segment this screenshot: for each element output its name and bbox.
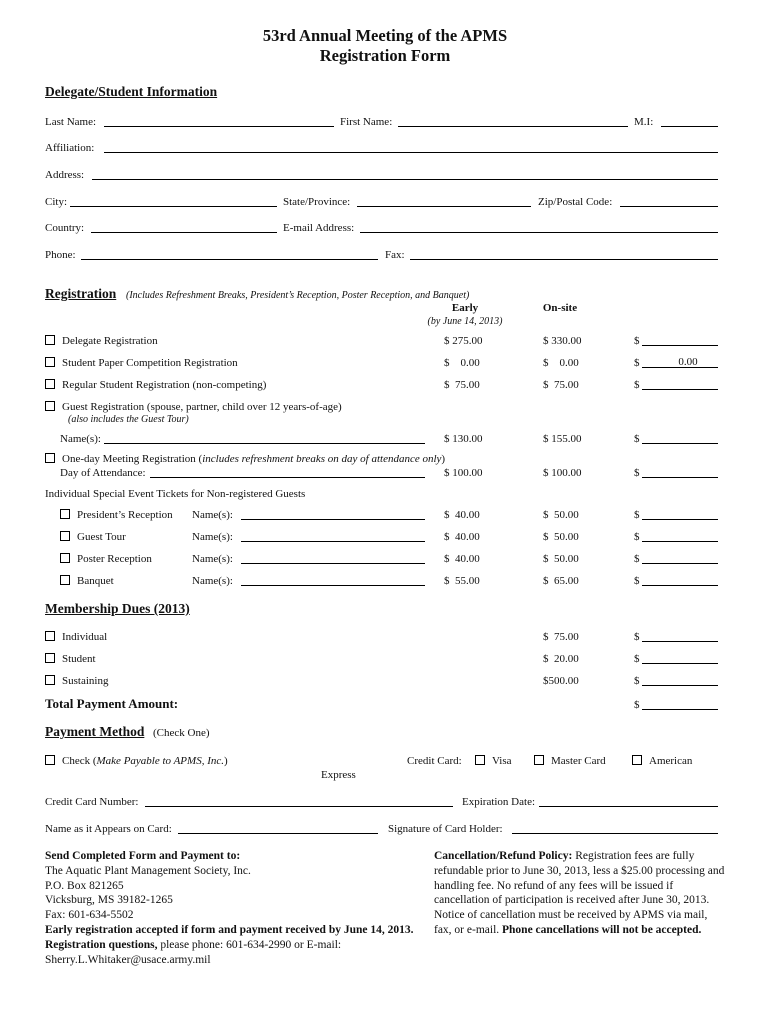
event-total-field[interactable] [642, 519, 718, 520]
email-field[interactable] [360, 232, 718, 233]
dollar-sign: $ [634, 631, 640, 643]
onsite-price: $ 100.00 [543, 467, 582, 479]
check-label: Check ( [62, 755, 97, 767]
address-label: Address: [45, 169, 85, 181]
expiration-field[interactable] [539, 806, 718, 807]
day-of-attendance-label: Day of Attendance: [60, 467, 146, 479]
first-name-field[interactable] [398, 126, 628, 127]
membership-price: $ 75.00 [543, 631, 579, 643]
checkbox[interactable] [475, 755, 485, 765]
membership-student-row[interactable] [45, 653, 96, 665]
early-price: $ 0.00 [444, 357, 480, 369]
address-line: Vicksburg, MS 39182-1265 [45, 894, 173, 907]
country-label: Country: [45, 222, 85, 234]
early-price: $ 40.00 [444, 531, 480, 543]
guest-registration-note: (also includes the Guest Tour) [68, 414, 189, 425]
membership-heading: Membership Dues (2013) [45, 601, 190, 616]
city-field[interactable] [70, 206, 277, 207]
early-column-header: Early [451, 302, 479, 314]
membership-total-field[interactable] [642, 641, 718, 642]
signature-field[interactable] [512, 833, 718, 834]
name-on-card-field[interactable] [178, 833, 378, 834]
total-payment-field[interactable] [642, 709, 718, 710]
membership-total-field[interactable] [642, 663, 718, 664]
regular-student-row[interactable] [45, 379, 266, 391]
guest-registration-row[interactable] [45, 401, 342, 413]
early-price: $ 40.00 [444, 509, 480, 521]
event-label: Banquet [77, 575, 114, 587]
last-name-label: Last Name: [45, 116, 97, 128]
delegate-heading: Delegate/Student Information [45, 84, 218, 99]
checkbox[interactable] [45, 631, 55, 641]
onsite-price: $ 75.00 [543, 379, 579, 391]
onsite-price: $ 65.00 [543, 575, 579, 587]
dollar-sign: $ [634, 467, 640, 479]
oneday-close: ) [441, 453, 446, 465]
membership-label: Sustaining [62, 675, 109, 687]
onsite-price: $ 0.00 [543, 357, 579, 369]
dollar-sign: $ [634, 575, 640, 587]
guest-total-field[interactable] [642, 443, 718, 444]
cc-number-label: Credit Card Number: [45, 796, 139, 808]
total-payment-label: Total Payment Amount: [45, 696, 179, 711]
special-events-heading: Individual Special Event Tickets for Non-registered Guests [45, 488, 306, 500]
guest-names-label: Name(s): [60, 433, 101, 445]
early-price: $ 130.00 [444, 433, 483, 445]
dollar-sign: $ [634, 509, 640, 521]
checkbox[interactable] [60, 531, 70, 541]
dollar-sign: $ [634, 675, 640, 687]
checkbox[interactable] [45, 357, 55, 367]
zip-label: Zip/Postal Code: [538, 196, 613, 208]
names-field[interactable] [241, 585, 425, 586]
names-label: Name(s): [192, 575, 233, 587]
dollar-sign: $ [634, 531, 640, 543]
expiration-label: Expiration Date: [462, 796, 536, 808]
form-subtitle: Registration Form [319, 46, 451, 65]
state-field[interactable] [357, 206, 531, 207]
early-registration-bold: Early registration accepted if form and payment received by June 14, 2013. Registration questions, [45, 923, 414, 951]
check-payee: Make Payable to APMS, Inc. [96, 755, 224, 767]
country-field[interactable] [91, 232, 277, 233]
name-on-card-label: Name as it Appears on Card: [45, 823, 172, 835]
checkbox[interactable] [45, 653, 55, 663]
checkbox[interactable] [632, 755, 642, 765]
check-option[interactable] [45, 755, 228, 767]
early-price: $ 55.00 [444, 575, 480, 587]
early-price: $ 275.00 [444, 335, 483, 347]
onsite-price: $ 50.00 [543, 553, 579, 565]
zip-field[interactable] [620, 206, 718, 207]
onsite-column-header: On-site [542, 302, 578, 314]
membership-total-field[interactable] [642, 685, 718, 686]
early-registration-note [45, 923, 417, 967]
checkbox[interactable] [45, 453, 55, 463]
banquet-row[interactable] [60, 575, 114, 587]
names-field[interactable] [241, 541, 425, 542]
visa-label: Visa [492, 755, 512, 767]
delegate-registration-row[interactable] [45, 335, 158, 347]
checkbox[interactable] [45, 379, 55, 389]
dollar-sign: $ [634, 335, 640, 347]
dollar-sign: $ [634, 553, 640, 565]
phone-label: Phone: [45, 249, 76, 261]
address-line: The Aquatic Plant Management Society, Inc. [45, 864, 251, 877]
oneday-label: One-day Meeting Registration ( [62, 453, 203, 465]
onsite-price: $ 50.00 [543, 509, 579, 521]
event-label: President’s Reception [77, 509, 173, 521]
presidents-reception-row[interactable] [60, 509, 173, 521]
checkbox[interactable] [45, 401, 55, 411]
poster-reception-row[interactable] [60, 553, 152, 565]
fax-field[interactable] [410, 259, 718, 260]
regular-student-total-field[interactable] [642, 389, 718, 390]
early-column-date: (by June 14, 2013) [427, 316, 503, 327]
send-to-block [45, 849, 417, 967]
delegate-registration-label: Delegate Registration [62, 335, 158, 347]
send-to-heading: Send Completed Form and Payment to: [45, 850, 241, 862]
oneday-registration-row[interactable] [45, 453, 445, 465]
checkbox[interactable] [534, 755, 544, 765]
policy-heading: Cancellation/Refund Policy: [434, 850, 573, 862]
dollar-sign: $ [634, 653, 640, 665]
payment-method-heading: Payment Method [45, 724, 145, 739]
city-label: City: [45, 196, 68, 208]
membership-sustaining-row[interactable] [45, 675, 108, 687]
membership-label: Individual [62, 631, 108, 643]
names-field[interactable] [241, 519, 425, 520]
event-total-field[interactable] [642, 563, 718, 564]
early-price: $ 75.00 [444, 379, 480, 391]
onsite-price: $ 50.00 [543, 531, 579, 543]
check-close: ) [224, 755, 228, 767]
guest-registration-label: Guest Registration (spouse, partner, child over 12 years-of-age) [62, 401, 342, 413]
fax-line: Fax: 601-634-5502 [45, 909, 134, 922]
checkbox[interactable] [60, 575, 70, 585]
checkbox[interactable] [45, 335, 55, 345]
fax-label: Fax: [385, 249, 405, 261]
registration-heading: Registration [45, 286, 117, 301]
american-label: American [649, 755, 693, 767]
event-label: Guest Tour [77, 531, 126, 543]
payment-method-note: (Check One) [153, 727, 210, 739]
dollar-sign: $ [634, 433, 640, 445]
cc-number-field[interactable] [145, 806, 453, 807]
dollar-sign: $ [634, 699, 640, 711]
early-price: $ 40.00 [444, 553, 480, 565]
names-label: Name(s): [192, 509, 233, 521]
address-field[interactable] [92, 179, 718, 180]
mi-label: M.I: [634, 116, 654, 128]
early-price: $ 100.00 [444, 467, 483, 479]
visa-option[interactable] [475, 755, 512, 767]
checkbox[interactable] [60, 553, 70, 563]
membership-price: $500.00 [543, 675, 579, 687]
policy-bold-end: Phone cancellations will not be accepted. [502, 923, 702, 936]
names-label: Name(s): [192, 531, 233, 543]
names-field[interactable] [241, 563, 425, 564]
dollar-sign: $ [634, 357, 640, 369]
checkbox[interactable] [45, 755, 55, 765]
affiliation-label: Affiliation: [45, 142, 95, 154]
event-total-field[interactable] [642, 585, 718, 586]
mi-field[interactable] [661, 126, 718, 127]
american-express-option[interactable] [632, 755, 692, 767]
registration-note: (Includes Refreshment Breaks, President’s Reception, Poster Reception, and Banquet) [126, 290, 470, 301]
checkbox[interactable] [60, 509, 70, 519]
checkbox[interactable] [45, 675, 55, 685]
student-paper-total-value: 0.00 [678, 356, 698, 368]
oneday-total-field[interactable] [642, 477, 718, 478]
registration-contact: please phone: 601-634-2990 or E-mail: Sherry.L.Whitaker@usace.army.mil [45, 938, 342, 966]
dollar-sign: $ [634, 379, 640, 391]
signature-label: Signature of Card Holder: [388, 823, 503, 835]
mastercard-option[interactable] [534, 755, 606, 767]
cancellation-policy-block [434, 849, 726, 938]
last-name-field[interactable] [104, 126, 334, 127]
student-paper-label: Student Paper Competition Registration [62, 357, 238, 369]
first-name-label: First Name: [340, 116, 393, 128]
address-line: P.O. Box 821265 [45, 879, 124, 892]
onsite-price: $ 330.00 [543, 335, 582, 347]
event-label: Poster Reception [77, 553, 152, 565]
names-label: Name(s): [192, 553, 233, 565]
policy-body: Registration fees are fully refundable prior to June 30, 2013, less a $25.00 processing and handling fee. No refund of any fees will be issued if cancellation of participation is received after June 30, 2013. Notice of cancellation must be received by APMS via mail, fax, or e-mail. [434, 850, 725, 936]
mastercard-label: Master Card [551, 755, 606, 767]
oneday-note: includes refreshment breaks on day of attendance only [202, 453, 442, 465]
onsite-price: $ 155.00 [543, 433, 582, 445]
membership-individual-row[interactable] [45, 631, 107, 643]
affiliation-field[interactable] [104, 152, 718, 153]
membership-label: Student [62, 653, 96, 665]
guest-tour-row[interactable] [60, 531, 126, 543]
state-label: State/Province: [283, 196, 351, 208]
email-label: E-mail Address: [283, 222, 355, 234]
phone-field[interactable] [81, 259, 378, 260]
credit-card-label: Credit Card: [407, 755, 462, 767]
student-paper-row[interactable] [45, 357, 238, 369]
regular-student-label: Regular Student Registration (non-competing) [62, 379, 267, 391]
form-title: 53rd Annual Meeting of the APMS [262, 26, 508, 45]
delegate-total-field[interactable] [642, 345, 718, 346]
day-of-attendance-field[interactable] [150, 477, 425, 478]
express-label: Express [321, 769, 356, 781]
event-total-field[interactable] [642, 541, 718, 542]
guest-names-field[interactable] [104, 443, 425, 444]
membership-price: $ 20.00 [543, 653, 579, 665]
